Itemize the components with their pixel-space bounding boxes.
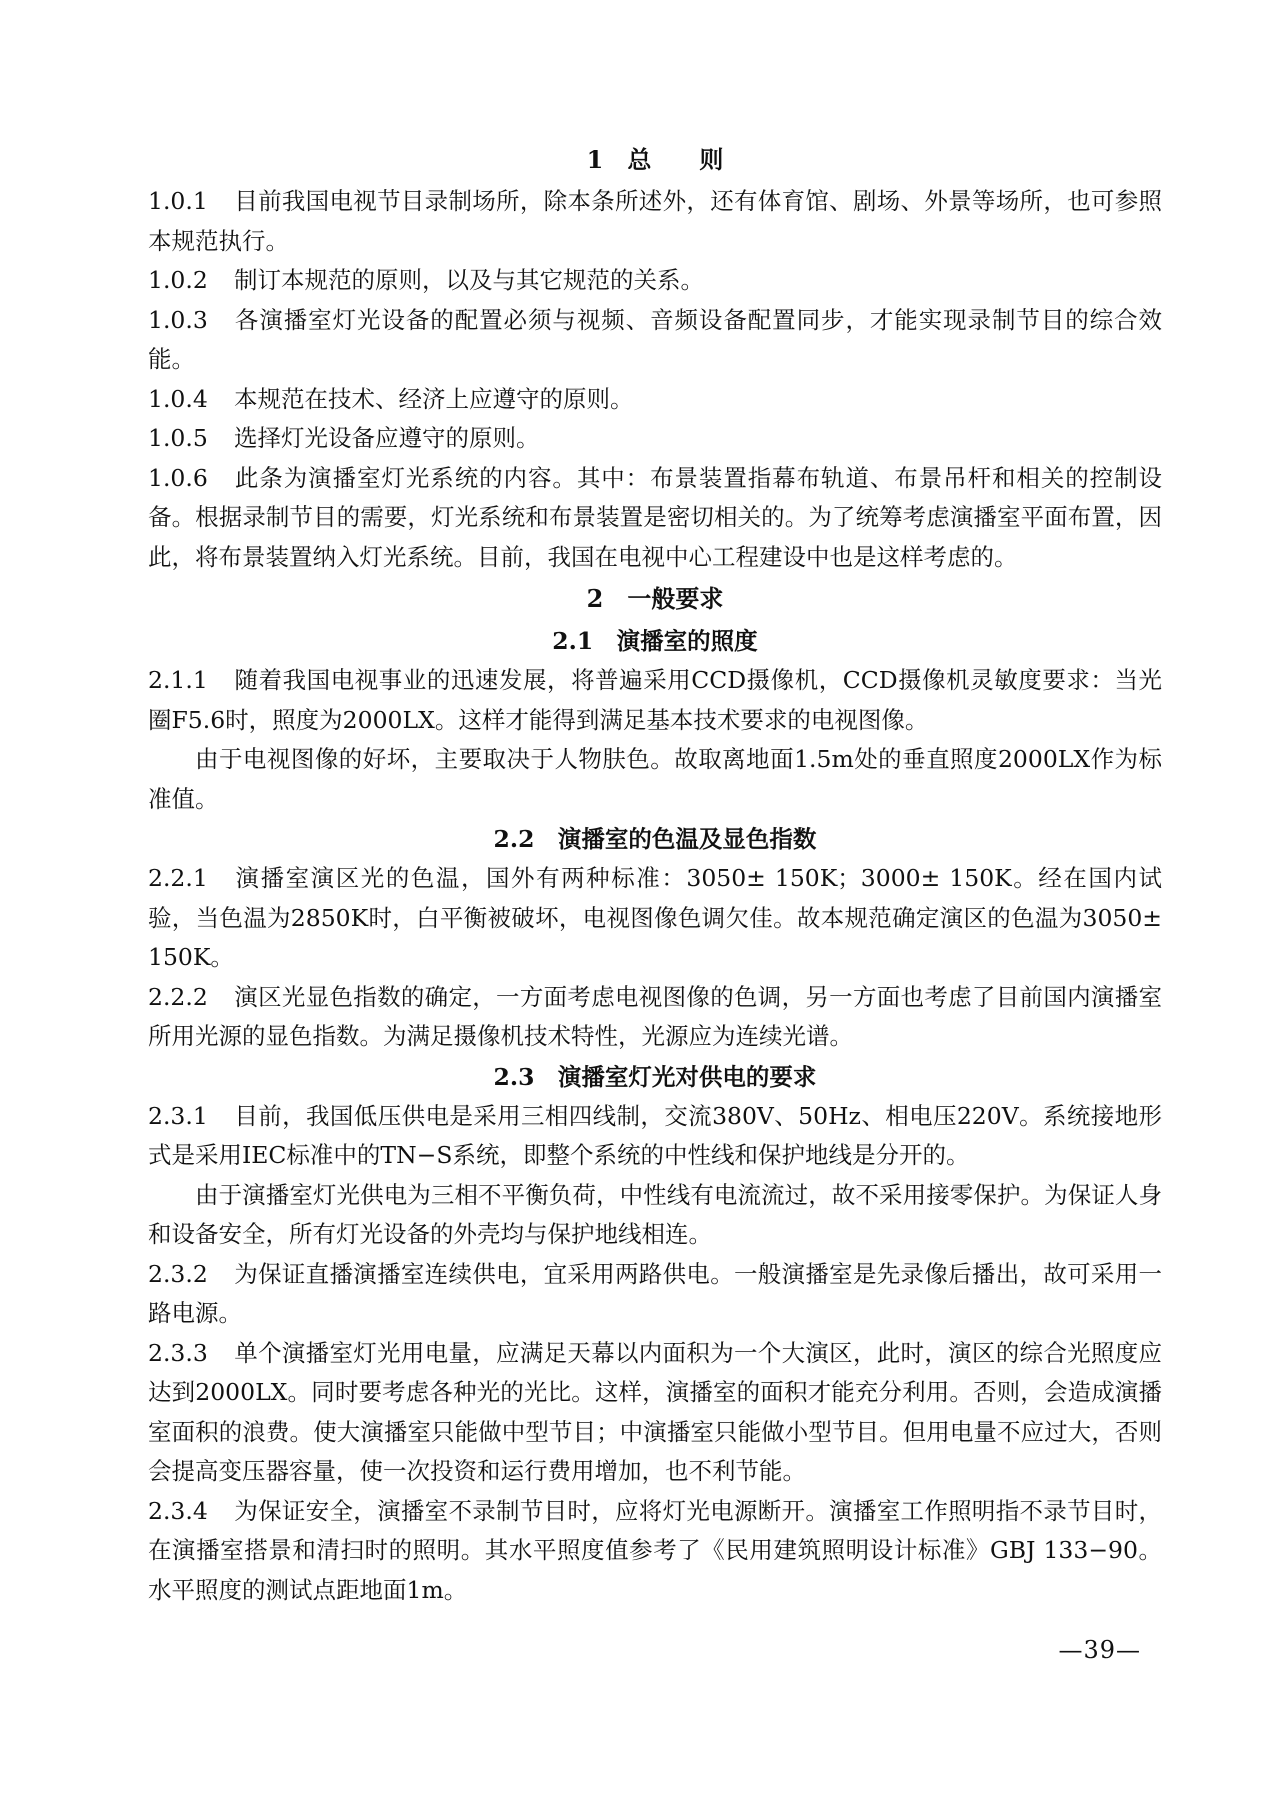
document-page: [148, 138, 1162, 1610]
section-2-3-title: 2.3 演播室灯光对供电的要求: [493, 1062, 817, 1091]
clause-text: 制订本规范的原则，以及与其它规范的关系。: [234, 266, 704, 294]
clause-number: 2.1.1: [148, 666, 208, 694]
clause-2-2-1: [148, 859, 1162, 978]
clause-text: 演播室演区光的色温，国外有两种标准：3050± 150K；3000± 150K。经在国内试验，当色温为2850K时，白平衡被破坏，电视图像色调欠佳。故本规范确定演区的色温为3050± 150K。: [148, 864, 1162, 971]
chapter-2-title: 2 一般要求: [586, 584, 724, 613]
chapter-1-title: 1 总 则: [586, 145, 724, 174]
clause-text: 单个演播室灯光用电量，应满足天幕以内面积为一个大演区，此时，演区的综合光照度应达到2000LX。同时要考虑各种光的光比。这样，演播室的面积才能充分利用。否则，会造成演播室面积的浪费。使大演播室只能做中型节目；中演播室只能做小型节目。但用电量不应过大，否则会提高变压器容量，使一次投资和运行费用增加，也不利节能。: [148, 1338, 1162, 1485]
clause-number: 2.3.1: [148, 1101, 208, 1130]
clause-number: 1.0.6: [148, 463, 208, 492]
clause-text: 目前，我国低压供电是采用三相四线制，交流380V、50Hz、相电压220V。系统接地形式是采用IEC标准中的TN−S系统，即整个系统的中性线和保护地线是分开的。: [148, 1101, 1162, 1169]
clause-number: 1.0.2: [148, 266, 208, 294]
clause-number: 2.3.3: [148, 1338, 208, 1367]
clause-2-3-4: [148, 1492, 1162, 1611]
clause-text: 为保证直播演播室连续供电，宜采用两路供电。一般演播室是先录像后播出，故可采用一路电源。: [148, 1259, 1162, 1327]
paragraph-2-3-1-explanation: 由于演播室灯光供电为三相不平衡负荷，中性线有电流流过，故不采用接零保护。为保证人身和设备安全，所有灯光设备的外壳均与保护地线相连。: [148, 1180, 1162, 1248]
clause-1-0-2: [148, 261, 1162, 301]
clause-text: 为保证安全，演播室不录制节目时，应将灯光电源断开。演播室工作照明指不录节目时，在演播室搭景和清扫时的照明。其水平照度值参考了《民用建筑照明设计标准》GBJ 133−90。水平照度的测试点距地面1m。: [148, 1496, 1162, 1604]
clause-text: 演区光显色指数的确定，一方面考虑电视图像的色调，另一方面也考虑了目前国内演播室所用光源的显色指数。为满足摄像机技术特性，光源应为连续光谱。: [148, 982, 1162, 1050]
clause-number: 1.0.5: [148, 424, 208, 452]
clause-number: 2.2.1: [148, 864, 208, 892]
clause-2-3-1: [148, 1097, 1162, 1176]
clause-number: 2.2.2: [148, 982, 208, 1011]
clause-1-0-1: [148, 182, 1162, 261]
clause-number: 1.0.1: [148, 187, 208, 215]
clause-text: 目前我国电视节目录制场所，除本条所述外，还有体育馆、剧场、外景等场所，也可参照本规范执行。: [148, 187, 1162, 255]
page-number: —39—: [1058, 1636, 1141, 1664]
clause-text: 此条为演播室灯光系统的内容。其中：布景装置指幕布轨道、布景吊杆和相关的控制设备。根据录制节目的需要，灯光系统和布景装置是密切相关的。为了统筹考虑演播室平面布置，因此，将布景装置纳入灯光系统。目前，我国在电视中心工程建设中也是这样考虑的。: [148, 463, 1162, 571]
clause-2-1-1: [148, 661, 1162, 740]
section-2-2-title: 2.2 演播室的色温及显色指数: [493, 825, 817, 853]
clause-1-0-6: [148, 459, 1162, 578]
clause-2-2-2: [148, 978, 1162, 1057]
clause-2-3-3: [148, 1334, 1162, 1492]
clause-text: 随着我国电视事业的迅速发展，将普遍采用CCD摄像机，CCD摄像机灵敏度要求：当光圈F5.6时，照度为2000LX。这样才能得到满足基本技术要求的电视图像。: [148, 666, 1162, 734]
paragraph-2-1-1-explanation: 由于电视图像的好坏，主要取决于人物肤色。故取离地面1.5m处的垂直照度2000LX作为标准值。: [148, 745, 1162, 813]
clause-2-3-2: [148, 1255, 1162, 1334]
clause-number: 2.3.2: [148, 1259, 208, 1288]
section-2-1-title: 2.1 演播室的照度: [552, 627, 758, 655]
clause-number: 1.0.4: [148, 384, 208, 413]
clause-1-0-3: [148, 301, 1162, 380]
clause-text: 选择灯光设备应遵守的原则。: [234, 424, 540, 452]
clause-number: 2.3.4: [148, 1496, 208, 1525]
clause-text: 本规范在技术、经济上应遵守的原则。: [234, 384, 634, 413]
clause-1-0-4: [148, 380, 1162, 420]
clause-number: 1.0.3: [148, 305, 208, 334]
clause-text: 各演播室灯光设备的配置必须与视频、音频设备配置同步，才能实现录制节目的综合效能。: [148, 305, 1162, 373]
clause-1-0-5: [148, 419, 1162, 459]
